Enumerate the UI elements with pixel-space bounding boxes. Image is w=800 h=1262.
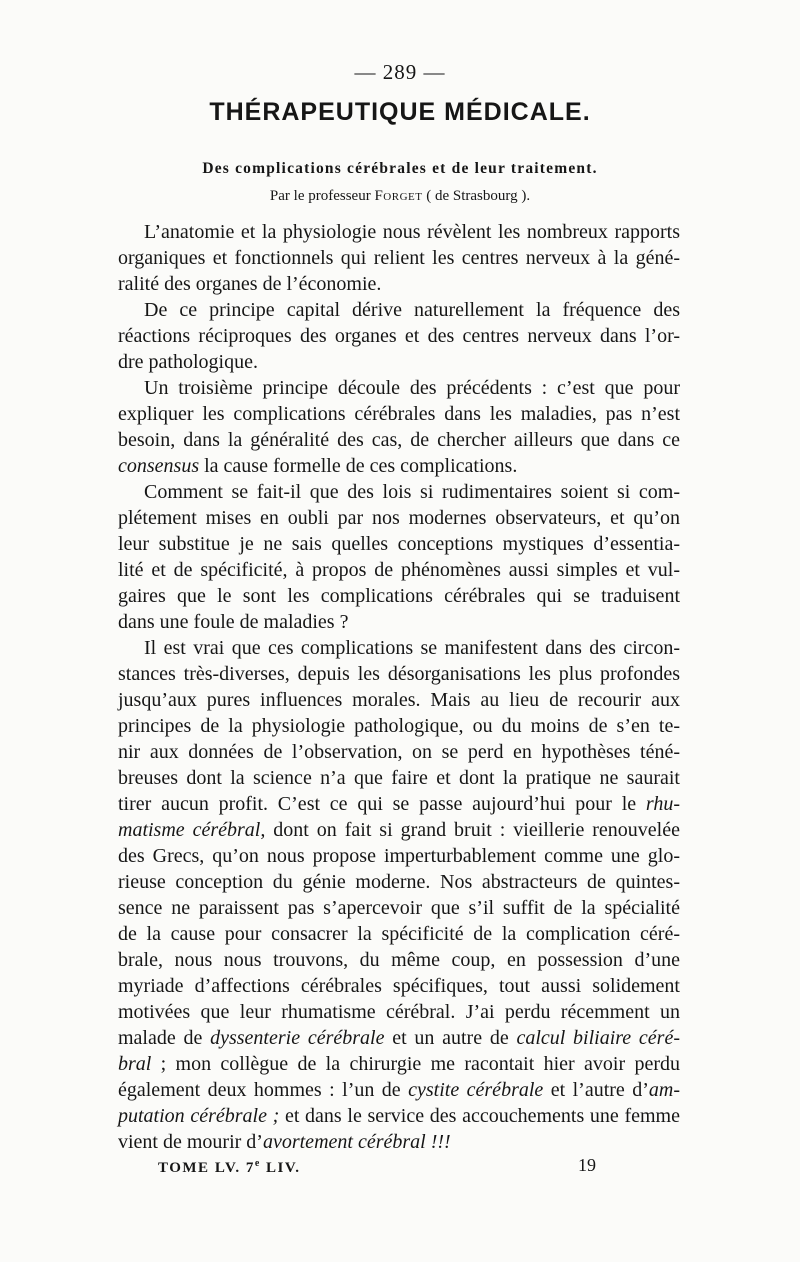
text-line: réactions réciproques des organes et des centres nerveux dans l’or- xyxy=(118,325,680,347)
italic-term: bral xyxy=(118,1053,152,1075)
italic-term: putation cérébrale ; xyxy=(118,1105,280,1127)
text-line: jusqu’aux pures influences morales. Mais au lieu de recourir aux xyxy=(118,689,680,711)
italic-term: cystite cérébrale xyxy=(408,1079,544,1101)
text-fragment: ; mon collègue de la chirurgie me racontait hier avoir perdu xyxy=(151,1053,680,1075)
text-line: besoin, dans la généralité des cas, de chercher ailleurs que dans ce xyxy=(118,429,680,451)
text-line xyxy=(118,1051,680,1077)
italic-term: rhu- xyxy=(645,793,680,815)
text-line: plétement mises en oubli par nos modernes observateurs, et qu’on xyxy=(118,507,680,529)
italic-term: dyssenterie cérébrale xyxy=(210,1027,385,1049)
text-line: expliquer les complications cérébrales dans les maladies, pas n’est xyxy=(118,403,680,425)
text-line: gaires que le sont les complications cérébrales qui se traduisent xyxy=(118,585,680,607)
text-line: myriade d’affections cérébrales spécifiques, tout aussi solidement xyxy=(118,975,680,997)
text-fragment: et un autre de xyxy=(384,1027,517,1049)
text-line: Un troisième principe découle des précédents : c’est que pour xyxy=(144,377,680,399)
text-fragment: et dans le service des accouchements une femme xyxy=(279,1105,680,1127)
tome-label: TOME LV. 7 xyxy=(158,1160,255,1176)
text-line xyxy=(118,1129,680,1155)
italic-term: am- xyxy=(648,1079,680,1101)
text-line: leur substitue je ne sais quelles conceptions mystiques d’essentia- xyxy=(118,533,680,555)
italic-term: avortement cérébral !!! xyxy=(262,1131,451,1153)
byline-author: Forget xyxy=(374,188,423,204)
footer-tome xyxy=(158,1158,301,1177)
italic-term: calcul biliaire céré- xyxy=(516,1027,681,1049)
text-line: sence ne paraissent pas s’apercevoir que s’il suffit de la spécialité xyxy=(118,897,680,919)
text-line xyxy=(118,1077,680,1103)
text-line: lité et de spécificité, à propos de phénomènes aussi simples et vul- xyxy=(118,559,680,581)
text-line xyxy=(118,817,680,843)
text-line: dans une foule de maladies ? xyxy=(118,611,349,633)
byline-suffix: ( de Strasbourg ). xyxy=(422,188,531,204)
text-line xyxy=(118,453,680,479)
text-line: De ce principe capital dérive naturellement la fréquence des xyxy=(144,299,680,321)
italic-term: consensus xyxy=(118,455,200,477)
byline-prefix: Par le professeur xyxy=(269,188,375,204)
text-fragment: tirer aucun profit. C’est ce qui se passe aujourd’hui pour le xyxy=(118,793,646,815)
tome-livraison: LIV. xyxy=(260,1160,301,1176)
italic-term: matisme cérébral, xyxy=(118,819,266,841)
text-line: rieuse conception du génie moderne. Nos abstracteurs de quintes- xyxy=(118,871,680,893)
text-line: Comment se fait-il que des lois si rudimentaires soient si com- xyxy=(144,481,680,503)
text-line: des Grecs, qu’on nous propose imperturbablement comme une glo- xyxy=(118,845,680,867)
text-line: breuses dont la science n’a que faire et dont la pratique ne saurait xyxy=(118,767,680,789)
text-line xyxy=(118,791,680,817)
text-line: principes de la physiologie pathologique, ou du moins de s’en te- xyxy=(118,715,680,737)
text-line: organiques et fonctionnels qui relient les centres nerveux à la géné- xyxy=(118,247,680,269)
text-line: de la cause pour consacrer la spécificité de la complication céré- xyxy=(118,923,680,945)
page-number: — 289 — xyxy=(354,60,446,84)
text-fragment: vient de mourir d’ xyxy=(118,1131,263,1153)
text-line xyxy=(118,1025,680,1051)
text-fragment: dont on fait si grand bruit : vieillerie renouvelée xyxy=(265,819,680,841)
text-line: dre pathologique. xyxy=(118,351,258,373)
byline xyxy=(0,188,800,205)
text-line: ralité des organes de l’économie. xyxy=(118,273,382,295)
text-line: brale, nous nous trouvons, du même coup, en possession d’une xyxy=(118,949,680,971)
text-line: Il est vrai que ces complications se manifestent dans des circon- xyxy=(144,637,680,659)
text-fragment: également deux hommes : l’un de xyxy=(118,1079,409,1101)
text-fragment: malade de xyxy=(118,1027,211,1049)
text-line xyxy=(118,1103,680,1129)
tome-superscript: e xyxy=(254,1158,261,1169)
article-body xyxy=(118,219,680,1155)
section-title: THÉRAPEUTIQUE MÉDICALE. xyxy=(209,98,591,126)
text-line: stances très-diverses, depuis les désorganisations les plus profondes xyxy=(118,663,680,685)
text-line: L’anatomie et la physiologie nous révèlent les nombreux rapports xyxy=(144,221,680,243)
text-fragment: et l’autre d’ xyxy=(543,1079,649,1101)
text-line: motivées que leur rhumatisme cérébral. J’ai perdu récemment un xyxy=(118,1001,680,1023)
signature-mark: 19 xyxy=(578,1155,596,1175)
text-line: nir aux données de l’observation, on se perd en hypothèses téné- xyxy=(118,741,680,763)
article-title: Des complications cérébrales et de leur traitement. xyxy=(202,160,598,177)
text-fragment: la cause formelle de ces complications. xyxy=(199,455,518,477)
